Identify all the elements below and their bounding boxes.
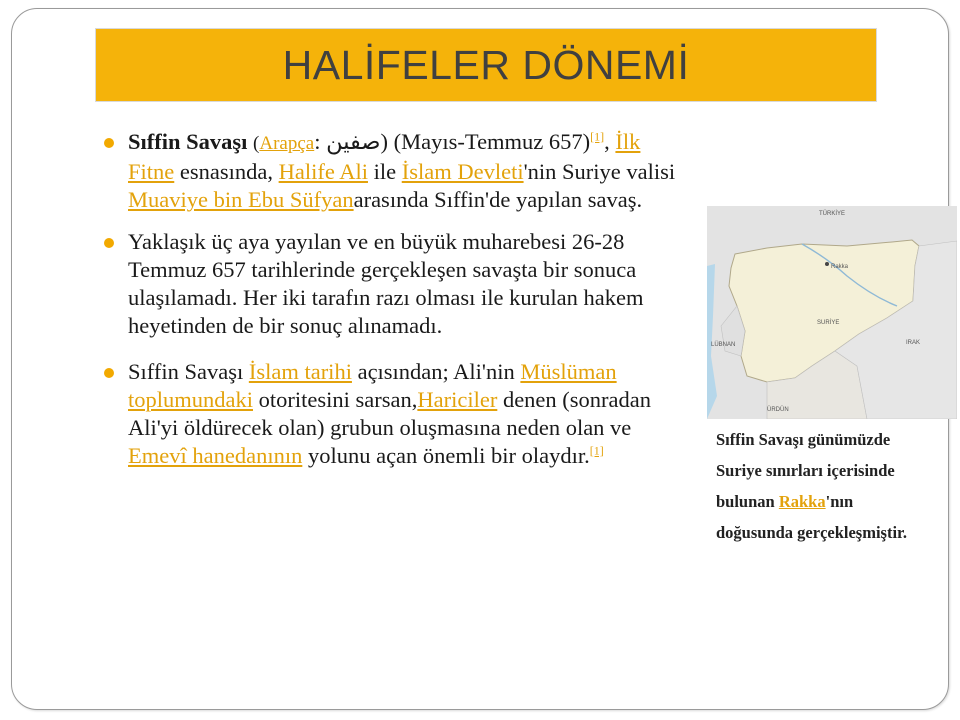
text-segment: (Mayıs-Temmuz 657) <box>388 129 591 154</box>
slide-title: HALİFELER DÖNEMİ <box>282 41 690 88</box>
label-irak: IRAK <box>906 340 921 346</box>
bullet-dot-icon <box>104 368 114 378</box>
bullet-item-onem <box>104 358 676 470</box>
caption-text: 'nın doğusunda gerçekleşmiştir. <box>716 492 907 542</box>
footnote-ref-link[interactable]: [1] <box>590 129 605 144</box>
bullet-list <box>104 128 676 484</box>
link-musluman-toplumu[interactable]: Müslüman toplumundaki <box>128 359 617 412</box>
text-segment: arasında Sıffin'de yapılan savaş. <box>353 187 643 212</box>
text-segment: ile <box>367 159 402 184</box>
rakka-marker-icon <box>825 262 829 266</box>
label-urdun: ÜRDÜN <box>767 407 789 413</box>
arabic-word: : صفين) <box>314 129 389 154</box>
text-segment: , <box>604 129 616 154</box>
label-turkiye: TÜRKİYE <box>819 211 846 217</box>
label-rakka: Rakka <box>831 264 849 270</box>
link-arapca[interactable]: Arapça <box>259 133 315 154</box>
label-lubnan: LÜBNAN <box>711 342 736 348</box>
bold-term: Sıffin Savaşı <box>128 129 248 154</box>
link-halife-ali[interactable]: Halife Ali <box>278 159 368 184</box>
caption-text: Sıffin Savaşı günümüzde Suriye sınırları içerisinde bulunan <box>716 430 895 511</box>
link-muaviye[interactable]: Muaviye bin Ebu Süfyan <box>128 187 354 212</box>
link-emevi[interactable]: Emevî hanedanının <box>128 443 303 468</box>
text-segment: ( <box>253 133 260 154</box>
bullet-text: Yaklaşık üç aya yayılan ve en büyük muharebesi 26-28 Temmuz 657 tarihlerinde gerçekleşen savaşta bir sonuca ulaşılamadı. Her iki tarafın razı olması ile kurulan hakem heyetinden de bir sonuç alınamadı. <box>128 229 644 338</box>
bullet-dot-icon <box>104 138 114 148</box>
syria-map-svg <box>707 206 957 419</box>
label-suriye: SURİYE <box>817 320 840 326</box>
footnote-ref-link[interactable]: [1] <box>589 443 604 458</box>
map-caption <box>716 424 931 548</box>
link-rakka[interactable]: Rakka <box>778 492 826 511</box>
text-segment: açısından; Ali'nin <box>351 359 521 384</box>
bullet-item-siffin <box>104 128 676 214</box>
bullet-dot-icon <box>104 238 114 248</box>
link-hariciler[interactable]: Hariciler <box>417 387 498 412</box>
text-segment: otoritesini sarsan, <box>253 387 418 412</box>
link-islam-tarihi[interactable]: İslam tarihi <box>248 359 352 384</box>
text-segment: 'nin Suriye valisi <box>523 159 676 184</box>
title-box <box>95 28 877 102</box>
syria-map <box>707 206 957 419</box>
text-segment: denen (sonradan Ali'yi öldürecek olan) grubun oluşmasına neden olan ve <box>128 387 652 440</box>
text-segment: esnasında, <box>174 159 279 184</box>
text-segment: Sıffin Savaşı <box>128 359 249 384</box>
link-ilk-fitne[interactable]: İlk Fitne <box>128 129 641 184</box>
bullet-item-sonuc <box>104 228 676 340</box>
text-segment: yolunu açan önemli bir olaydır. <box>302 443 590 468</box>
link-islam-devleti[interactable]: İslam Devleti <box>401 159 524 184</box>
